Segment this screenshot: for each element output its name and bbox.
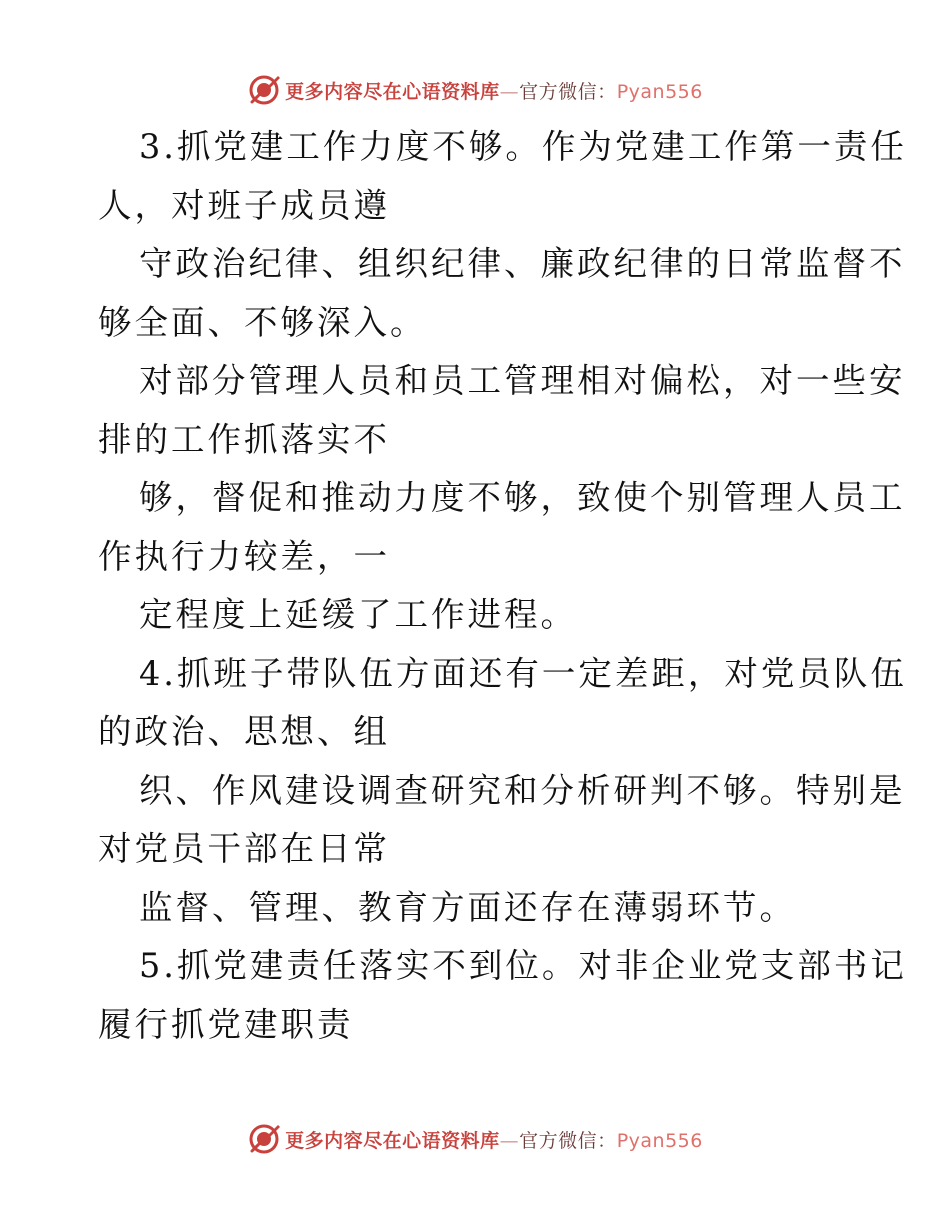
text-line: 够全面、不够深入。 [98,302,427,342]
text-line: 织、作风建设调查研究和分析研判不够。特别是 [98,770,906,810]
text-line: 定程度上延缓了工作进程。 [98,595,577,634]
text-line: 守政治纪律、组织纪律、廉政纪律的日常监督不 [98,244,906,283]
text-line: 对部分管理人员和员工管理相对偏松，对一些安 [98,361,906,400]
text-line: 对党员干部在日常 [98,829,390,868]
text-line: 作执行力较差，一 [98,536,390,576]
header-watermark [0,72,950,108]
watermark-brand: 更多内容尽在心语资料库 [285,1129,500,1152]
text-line: 5.抓党建责任落实不到位。对非企业党支部书记 [98,946,907,985]
text-line: 4.抓班子带队伍方面还有一定差距，对党员队伍 [98,653,907,693]
watermark-wechat-id: Pyan556 [616,1129,703,1152]
watermark-brand: 更多内容尽在心语资料库 [285,80,500,103]
text-line: 3.抓党建工作力度不够。作为党建工作第一责任 [98,127,907,166]
text-line: 排的工作抓落实不 [98,419,390,459]
text-line: 履行抓党建职责 [98,1004,354,1044]
watermark-contact: 官方微信： [519,80,617,103]
footer-watermark [0,1121,950,1157]
text-line: 人，对班子成员遵 [98,185,390,225]
watermark-dash: — [499,1129,520,1152]
pen-nib-logo-icon [247,73,281,107]
watermark-contact: 官方微信： [519,1129,617,1152]
text-line: 够，督促和推动力度不够，致使个别管理人员工 [98,478,906,517]
text-line: 监督、管理、教育方面还存在薄弱环节。 [98,887,796,927]
watermark-text [285,1126,703,1153]
watermark-wechat-id: Pyan556 [616,80,703,103]
watermark-dash: — [499,80,520,103]
document-body [98,118,907,1054]
pen-nib-logo-icon [247,1122,281,1156]
text-line: 的政治、思想、组 [98,712,390,751]
watermark-text [285,77,703,104]
